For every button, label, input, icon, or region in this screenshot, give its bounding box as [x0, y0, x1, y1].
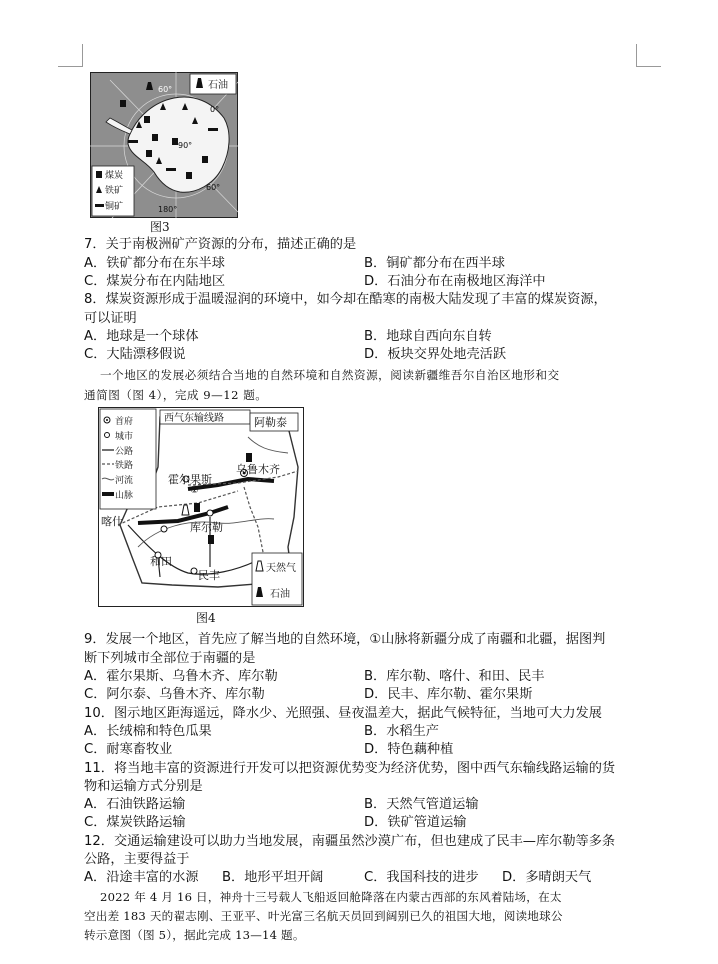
svg-text:60°: 60°	[158, 85, 173, 94]
q11-option-b[interactable]: B．天然气管道运输	[364, 797, 479, 812]
q12-stem-line2: 公路，主要得益于	[84, 852, 190, 867]
q9-stem-line1: 9．发展一个地区，首先应了解当地的自然环境，①山脉将新疆分成了南疆和北疆，据图判	[84, 632, 606, 647]
q10-option-b[interactable]: B．水稻生产	[364, 724, 439, 739]
svg-text:天然气: 天然气	[266, 563, 296, 574]
svg-text:喀什: 喀什	[101, 515, 123, 528]
svg-text:①: ①	[190, 485, 199, 496]
intro-9-12-line2: 通简图（图 4），完成 9—12 题。	[84, 388, 268, 402]
q9-option-b[interactable]: B．库尔勒、喀什、和田、民丰	[364, 669, 545, 684]
svg-text:霍尔果斯: 霍尔果斯	[168, 473, 212, 486]
svg-text:铁矿: 铁矿	[105, 186, 124, 196]
q9-option-d[interactable]: D．民丰、库尔勒、霍尔果斯	[364, 687, 533, 702]
q8-stem-line1: 8．煤炭资源形成于温暖湿润的环境中，如今却在酷寒的南极大陆发现了丰富的煤炭资源，	[84, 292, 607, 307]
intro-13-14-line2: 空出差 183 天的翟志刚、王亚平、叶光富三名航天员回到阔别已久的祖国大地，阅读地球公	[84, 909, 563, 923]
svg-text:60°: 60°	[206, 183, 221, 192]
intro-13-14-line3: 转示意图（图 5），据此完成 13—14 题。	[84, 928, 305, 942]
legend-gas-oil	[252, 553, 302, 605]
city-altay-label	[250, 413, 298, 431]
q11-stem-line1: 11．将当地丰富的资源进行开发可以把资源优势变为经济优势，图中西气东输线路运输的货	[84, 761, 616, 776]
q12-option-b[interactable]: B．地形平坦开阔	[222, 870, 324, 885]
intro-13-14-line1: 2022 年 4 月 16 日，神舟十三号载人飞船返回舱降落在内蒙古西部的东风着陆场，在太	[100, 890, 562, 904]
q11-option-c[interactable]: C．煤炭铁路运输	[84, 815, 186, 830]
svg-text:180°: 180°	[158, 205, 178, 214]
legend-oil	[190, 74, 236, 94]
svg-text:阿勒泰: 阿勒泰	[254, 416, 287, 429]
q9-option-a[interactable]: A．霍尔果斯、乌鲁木齐、库尔勒	[84, 669, 278, 684]
q7-stem: 7．关于南极洲矿产资源的分布，描述正确的是	[84, 237, 357, 252]
q10-option-d[interactable]: D．特色藕种植	[364, 742, 454, 757]
q7-option-c[interactable]: C．煤炭分布在内陆地区	[84, 274, 226, 289]
q8-option-d[interactable]: D．板块交界处地壳活跃	[364, 347, 507, 362]
q11-stem-line2: 物和运输方式分别是	[84, 779, 203, 794]
q11-option-a[interactable]: A．石油铁路运输	[84, 797, 186, 812]
svg-text:石油: 石油	[208, 80, 228, 91]
q8-option-a[interactable]: A．地球是一个球体	[84, 329, 199, 344]
q10-stem: 10．图示地区距海遥远，降水少、光照强、昼夜温差大，据此气候特征，当地可大力发展	[84, 706, 602, 721]
svg-text:和田: 和田	[150, 555, 172, 568]
svg-text:河流: 河流	[115, 476, 134, 486]
q12-option-d[interactable]: D．多晴朗天气	[502, 870, 592, 885]
svg-text:西气东输线路: 西气东输线路	[164, 413, 224, 424]
q7-option-d[interactable]: D．石油分布在南极地区海洋中	[364, 274, 546, 289]
svg-text:民丰: 民丰	[198, 569, 220, 582]
svg-text:城市: 城市	[115, 432, 134, 442]
q8-option-b[interactable]: B．地球自西向东自转	[364, 329, 492, 344]
q10-option-c[interactable]: C．耐寒畜牧业	[84, 742, 173, 757]
svg-text:石油: 石油	[270, 589, 290, 600]
q12-stem-line1: 12．交通运输建设可以助力当地发展，南疆虽然沙漠广布，但也建成了民丰—库尔勒等多条	[84, 834, 616, 849]
legend-minerals	[92, 166, 134, 216]
svg-text:山脉: 山脉	[115, 491, 134, 501]
svg-text:公路: 公路	[115, 447, 134, 457]
legend-panel	[100, 409, 156, 509]
q9-option-c[interactable]: C．阿尔泰、乌鲁木齐、库尔勒	[84, 687, 265, 702]
intro-9-12-line1: 一个地区的发展必须结合当地的自然环境和自然资源，阅读新疆维吾尔自治区地形和交	[100, 368, 560, 382]
q12-option-a[interactable]: A．沿途丰富的水源	[84, 870, 199, 885]
corner-mark-right	[636, 44, 661, 67]
corner-mark-left	[58, 44, 83, 67]
svg-text:90°: 90°	[178, 141, 193, 150]
q9-stem-line2: 断下列城市全部位于南疆的是	[84, 651, 256, 666]
q11-option-d[interactable]: D．铁矿管道运输	[364, 815, 467, 830]
q8-option-c[interactable]: C．大陆漂移假说	[84, 347, 186, 362]
svg-text:乌鲁木齐: 乌鲁木齐	[236, 463, 280, 476]
q12-option-c[interactable]: C．我国科技的进步	[364, 870, 479, 885]
pipeline-label	[160, 410, 250, 424]
q7-option-b[interactable]: B．铜矿都分布在西半球	[364, 256, 505, 271]
svg-text:库尔勒: 库尔勒	[190, 521, 223, 534]
svg-text:首府: 首府	[115, 417, 134, 427]
q8-stem-line2: 可以证明	[84, 311, 137, 326]
q10-option-a[interactable]: A．长绒棉和特色瓜果	[84, 724, 212, 739]
svg-text:铁路: 铁路	[115, 461, 134, 471]
q7-option-a[interactable]: A．铁矿都分布在东半球	[84, 256, 225, 271]
svg-text:煤炭: 煤炭	[105, 171, 124, 181]
figure-3-antarctica-map	[90, 72, 238, 218]
svg-text:0°: 0°	[210, 105, 220, 114]
figure-4-caption: 图4	[196, 611, 216, 625]
svg-text:铜矿: 铜矿	[105, 202, 124, 212]
figure-4-xinjiang-map	[98, 407, 304, 607]
figure-3-caption: 图3	[150, 220, 170, 234]
